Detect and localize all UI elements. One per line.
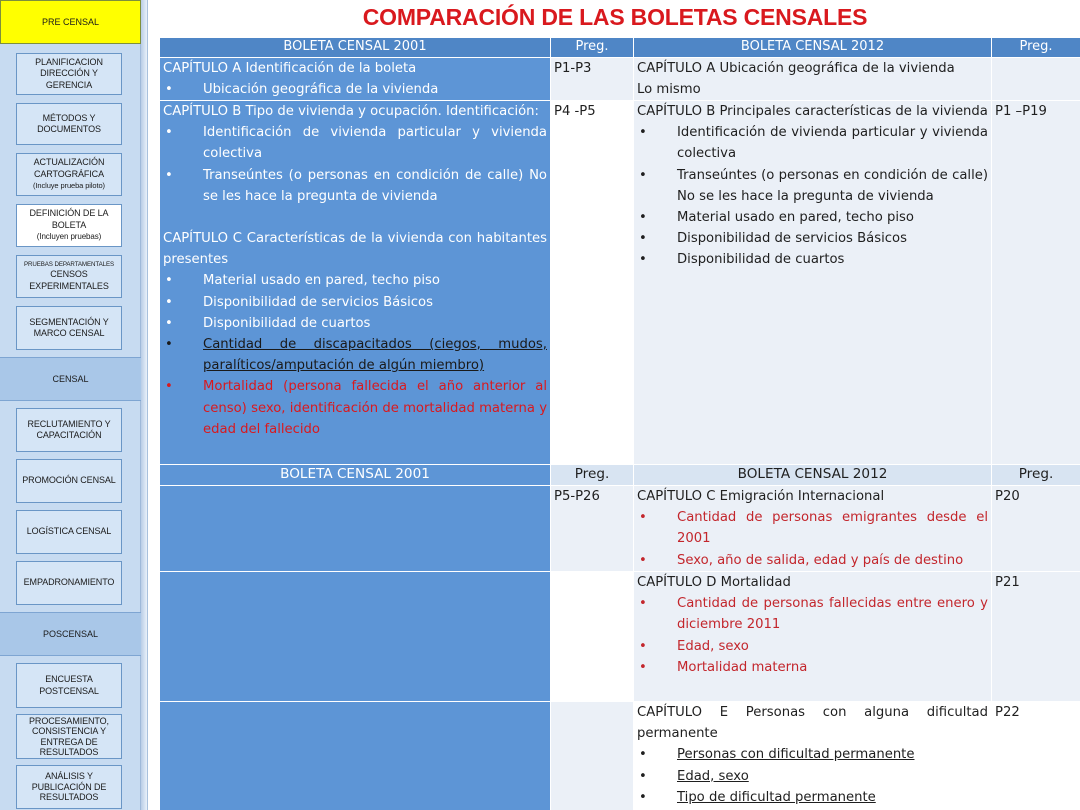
list-item: • Sexo, año de salida, edad y país de destino [637, 550, 988, 571]
capitulo-c-2001-title: CAPÍTULO C Características de la vivienda con habitantes presentes [163, 231, 547, 268]
sidebar-item-reclutamiento[interactable] [16, 408, 122, 452]
nav-label: PLANIFICACION [35, 56, 103, 67]
table2-header-2001: BOLETA CENSAL 2001 [160, 465, 550, 485]
section-pre-censal-label: PRE CENSAL [41, 17, 100, 27]
nav-label: PROCESAMIENTO, [29, 715, 109, 726]
section-pre-censal[interactable] [0, 0, 141, 44]
capitulo-a-2012-title: CAPÍTULO A Ubicación geográfica de la vivienda [637, 61, 955, 76]
table1-row2-preg-2001: P4 -P5 [551, 101, 633, 464]
nav-label: SEGMENTACIÓN Y [29, 316, 109, 327]
table2-rowE-preg-2012: P22 [992, 702, 1080, 810]
list-item: • Transeúntes (o personas en condición de calle) No se les hace la pregunta de vivienda [637, 165, 988, 207]
section-censal-label: CENSAL [52, 374, 89, 384]
sidebar-item-segmentacion[interactable] [16, 306, 122, 350]
table2-rowD-preg-2012: P21 [992, 572, 1080, 701]
list-item: • Disponibilidad de servicios Básicos [163, 292, 547, 313]
table2-rowE-2012 [634, 702, 991, 810]
list-item-text: Tipo de dificultad permanente [677, 789, 876, 805]
table2-header-preg-2012: Preg. [992, 465, 1080, 485]
section-poscensal[interactable] [0, 612, 141, 656]
nav-label: DIRECCIÓN Y GERENCIA [40, 68, 98, 90]
table1-header-2001: BOLETA CENSAL 2001 [160, 38, 550, 57]
table2-header-2012: BOLETA CENSAL 2012 [634, 465, 991, 485]
nav-label: CAPACITACIÓN [36, 430, 102, 440]
table1-header-preg-2012: Preg. [992, 38, 1080, 57]
capitulo-b-2012-title: CAPÍTULO B Principales características de la vivienda [637, 104, 988, 119]
list-item: • Transeúntes (o personas en condición de calle) No se les hace la pregunta de vivienda [163, 165, 547, 207]
table1-row2-2012 [634, 101, 991, 464]
nav-sublabel: (Incluyen pruebas) [36, 232, 102, 242]
nav-sublabel: PRUEBAS DEPARTAMENTALES [23, 261, 115, 268]
nav-label: PROMOCIÓN CENSAL [22, 475, 116, 486]
section-censal[interactable] [0, 357, 141, 401]
capitulo-e-2012-title: CAPÍTULO E Personas con alguna dificultad permanente [637, 705, 988, 742]
nav-label: ENTREGA DE [40, 736, 98, 747]
table2-rowE-preg-2001 [551, 702, 633, 810]
sidebar-item-empadronamiento[interactable] [16, 561, 122, 605]
nav-label: ANÁLISIS Y [45, 771, 93, 782]
list-item-discapacitados [163, 334, 547, 376]
list-item: • Cantidad de personas emigrantes desde el 2001 [637, 507, 988, 549]
capitulo-a-2001-title: CAPÍTULO A Identificación de la boleta [163, 61, 417, 76]
nav-label: DOCUMENTOS [37, 124, 101, 134]
nav-label: CARTOGRÁFICA [34, 168, 104, 179]
sidebar-item-analisis[interactable] [16, 765, 122, 809]
nav-sublabel: (Incluye prueba piloto) [33, 181, 105, 191]
table1-header-2012: BOLETA CENSAL 2012 [634, 38, 991, 57]
sidebar-item-pruebas[interactable] [16, 255, 122, 298]
nav-label: RECLUTAMIENTO Y [27, 418, 111, 429]
list-item-text: Personas con dificultad permanente [677, 747, 915, 763]
nav-label: MARCO CENSAL [33, 328, 105, 338]
table1-header-preg-2001: Preg. [551, 38, 633, 57]
nav-label: CENSOS [50, 269, 88, 279]
table2-rowC-2001 [160, 486, 550, 571]
sidebar-item-actualizacion[interactable] [16, 153, 122, 196]
capitulo-b-2001-title: CAPÍTULO B Tipo de vivienda y ocupación. Identificación: [163, 104, 539, 119]
nav-label: DEFINICIÓN DE LA [29, 208, 109, 219]
nav-label: ACTUALIZACIÓN [33, 157, 105, 168]
list-item: • Mortalidad materna [637, 657, 988, 678]
list-item-text: Edad, sexo [677, 768, 749, 784]
list-item: • Material usado en pared, techo piso [637, 207, 988, 228]
list-item: • Identificación de vivienda particular y vivienda colectiva [637, 122, 988, 164]
nav-label: POSTCENSAL [39, 685, 99, 696]
table2-rowC-preg-2012: P20 [992, 486, 1080, 571]
table1-row1-2012 [634, 58, 991, 100]
nav-label: BOLETA [51, 219, 87, 230]
sidebar [0, 0, 141, 810]
table1-row1-2001 [160, 58, 550, 100]
table1-row2-preg-2012: P1 –P19 [992, 101, 1080, 464]
list-item-mortalidad: • Mortalidad (persona fallecida el año anterior al censo) sexo, identificación de mortalidad materna y edad del fallecido [163, 376, 547, 440]
nav-label: PUBLICACIÓN DE [31, 781, 107, 792]
spacer [163, 207, 547, 228]
list-item: • Identificación de vivienda particular y vivienda colectiva [163, 122, 547, 164]
discapacitados-text: Cantidad de discapacitados (ciegos, mudos, paralíticos/amputación de algún miembro) [203, 337, 547, 374]
nav-label: EMPADRONAMIENTO [23, 577, 115, 588]
capitulo-d-2012-title: CAPÍTULO D Mortalidad [637, 575, 791, 590]
nav-label: LOGÍSTICA CENSAL [26, 526, 112, 537]
table2-rowC-2012 [634, 486, 991, 571]
table1-row2-2001 [160, 101, 550, 464]
table2-rowD-preg-2001 [551, 572, 633, 701]
sidebar-item-promocion[interactable] [16, 459, 122, 503]
sidebar-item-procesamiento[interactable] [16, 714, 122, 759]
nav-label: RESULTADOS [39, 747, 99, 757]
capitulo-c-2012-title: CAPÍTULO C Emigración Internacional [637, 489, 885, 504]
table2-rowE-2001 [160, 702, 550, 810]
sidebar-scroll-rail [141, 0, 148, 810]
sidebar-item-encuesta[interactable] [16, 663, 122, 708]
list-item: • Ubicación geográfica de la vivienda [163, 79, 547, 100]
nav-label: MÉTODOS Y [42, 112, 96, 123]
nav-label: EXPERIMENTALES [29, 280, 109, 291]
list-item [637, 787, 988, 808]
table2-rowC-preg-2001: P5-P26 [551, 486, 633, 571]
table2-rowD-2001 [160, 572, 550, 701]
section-poscensal-label: POSCENSAL [42, 629, 99, 639]
nav-label: ENCUESTA [45, 674, 93, 684]
list-item: • Material usado en pared, techo piso [163, 270, 547, 291]
list-item: • Cantidad de personas fallecidas entre enero y diciembre 2011 [637, 593, 988, 635]
sidebar-item-planificacion[interactable] [16, 53, 122, 95]
list-item: • Disponibilidad de cuartos [637, 249, 988, 270]
table1-row1-preg-2001: P1-P3 [551, 58, 633, 100]
sidebar-item-definicion-boleta[interactable] [16, 204, 122, 247]
sidebar-item-metodos[interactable] [16, 103, 122, 145]
capitulo-a-2012-note: Lo mismo [637, 82, 701, 98]
table1-row1-preg-2012 [992, 58, 1080, 100]
list-item: • Edad, sexo [637, 636, 988, 657]
list-item: • Disponibilidad de servicios Básicos [637, 228, 988, 249]
list-item [637, 766, 988, 787]
table2-rowD-2012 [634, 572, 991, 701]
nav-label: CONSISTENCIA Y [32, 726, 106, 736]
page-title: COMPARACIÓN DE LAS BOLETAS CENSALES [362, 4, 868, 30]
sidebar-item-logistica[interactable] [16, 510, 122, 554]
nav-label: RESULTADOS [39, 792, 99, 803]
list-item: • Disponibilidad de cuartos [163, 313, 547, 334]
table2-header-preg-2001: Preg. [551, 465, 633, 485]
list-item [637, 744, 988, 765]
